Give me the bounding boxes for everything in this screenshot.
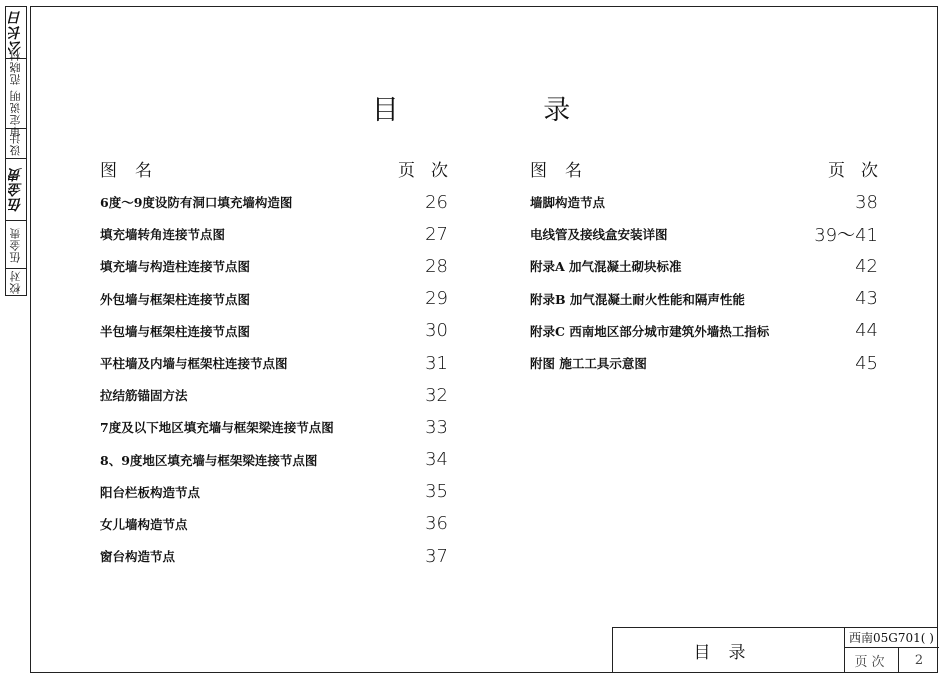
toc-entry-page: 34 — [425, 449, 448, 471]
toc-entry[interactable] — [530, 283, 878, 315]
toc-entry-page: 28 — [425, 255, 448, 277]
toc-entry-title: 填充墙转角连接节点图 — [100, 227, 226, 243]
title-block-code: 西南05G701( ) — [845, 628, 939, 648]
toc-entry[interactable] — [100, 218, 448, 250]
toc-entry-page: 37 — [425, 545, 448, 567]
toc-entry-page: 43 — [855, 288, 878, 310]
toc-entry-title: 外包墙与框架柱连接节点图 — [100, 291, 251, 307]
toc-entry-title: 填充墙与构造柱连接节点图 — [100, 259, 251, 275]
toc-entry-title: 附录B 加气混凝土耐火性能和隔声性能 — [530, 291, 745, 307]
toc-entry[interactable] — [530, 315, 878, 347]
toc-entry-title: 附录A 加气混凝土砌块标准 — [530, 259, 682, 275]
designer-name-cell — [6, 221, 26, 269]
toc-entry-title: 附录C 西南地区部分城市建筑外墙热工指标 — [530, 323, 770, 339]
toc-entry[interactable] — [100, 444, 448, 476]
toc-entry[interactable] — [100, 283, 448, 315]
checker-label: 校对 — [9, 270, 22, 294]
toc-entry-page: 39～41 — [814, 225, 878, 247]
toc-header — [100, 156, 464, 182]
designer-label-cell — [6, 129, 26, 159]
toc-entry-page: 30 — [425, 320, 448, 342]
toc-entry-title: 墙脚构造节点 — [530, 195, 606, 211]
designer-label: 设计 — [9, 131, 22, 156]
toc-entry-page: 31 — [425, 352, 448, 374]
toc-entry-page: 44 — [855, 320, 878, 342]
toc-entry-page: 32 — [425, 384, 448, 406]
toc-entry[interactable] — [530, 250, 878, 282]
header-page: 页次 — [828, 161, 894, 181]
signature-text: 公长日 — [8, 10, 24, 55]
title-block-page-label: 页次 — [845, 648, 899, 672]
title-block — [612, 627, 938, 673]
header-name: 图名 — [530, 161, 600, 181]
toc-entry-page: 29 — [425, 288, 448, 310]
toc-entry-title: 电线管及接线盒安装详图 — [530, 227, 668, 243]
title-block-name: 目录 — [613, 628, 845, 672]
signature-strip — [5, 6, 27, 296]
toc-entry-page: 27 — [425, 223, 448, 245]
toc-entry-title: 半包墙与框架柱连接节点图 — [100, 323, 251, 339]
toc-entry-page: 42 — [855, 255, 878, 277]
header-name: 图名 — [100, 161, 170, 181]
toc-entry[interactable] — [530, 347, 878, 379]
toc-entry[interactable] — [100, 315, 448, 347]
toc-entry[interactable] — [100, 250, 448, 282]
toc-entry-title: 6度～9度设防有洞口填充墙构造图 — [100, 195, 293, 211]
designer-signature: 伍金贵 — [8, 167, 24, 212]
toc-entry-title: 窗台构造节点 — [100, 549, 176, 565]
toc-entry[interactable] — [100, 476, 448, 508]
toc-entry-title: 7度及以下地区填充墙与框架梁连接节点图 — [100, 420, 334, 436]
toc-left-column — [100, 156, 464, 572]
toc-entry-page: 36 — [425, 513, 448, 535]
toc-entry-title: 女儿墙构造节点 — [100, 516, 188, 532]
toc-entry-page: 35 — [425, 481, 448, 503]
toc-entry-title: 拉结筋锚固方法 — [100, 388, 188, 404]
toc-entry-title: 附图 施工工具示意图 — [530, 356, 647, 372]
toc-entry[interactable] — [530, 218, 878, 250]
toc-entry-title: 阳台栏板构造节点 — [100, 484, 201, 500]
toc-entry[interactable] — [100, 347, 448, 379]
toc-entry[interactable] — [100, 411, 448, 443]
approval-text: 审定说明 范晓村 — [9, 49, 22, 138]
page-title: 目 录 — [371, 95, 639, 126]
toc-entry[interactable] — [100, 379, 448, 411]
designer-name: 伍金贵 — [9, 226, 22, 263]
header-page: 页次 — [398, 161, 464, 181]
toc-entry[interactable] — [100, 186, 448, 218]
toc-entry[interactable] — [100, 540, 448, 572]
toc-entry-page: 33 — [425, 416, 448, 438]
designer-signature-cell — [6, 159, 26, 221]
toc-header — [530, 156, 894, 182]
checker-cell — [6, 269, 26, 295]
toc-entry-title: 8、9度地区填充墙与框架梁连接节点图 — [100, 452, 318, 468]
toc-entry[interactable] — [100, 508, 448, 540]
title-block-page-value: 2 — [914, 652, 924, 668]
toc-entry[interactable] — [530, 186, 878, 218]
toc-entry-page: 26 — [425, 191, 448, 213]
toc-right-column — [530, 156, 894, 379]
toc-entry-page: 45 — [855, 352, 878, 374]
toc-entry-page: 38 — [855, 191, 878, 213]
toc-entry-title: 平柱墙及内墙与框架柱连接节点图 — [100, 356, 288, 372]
